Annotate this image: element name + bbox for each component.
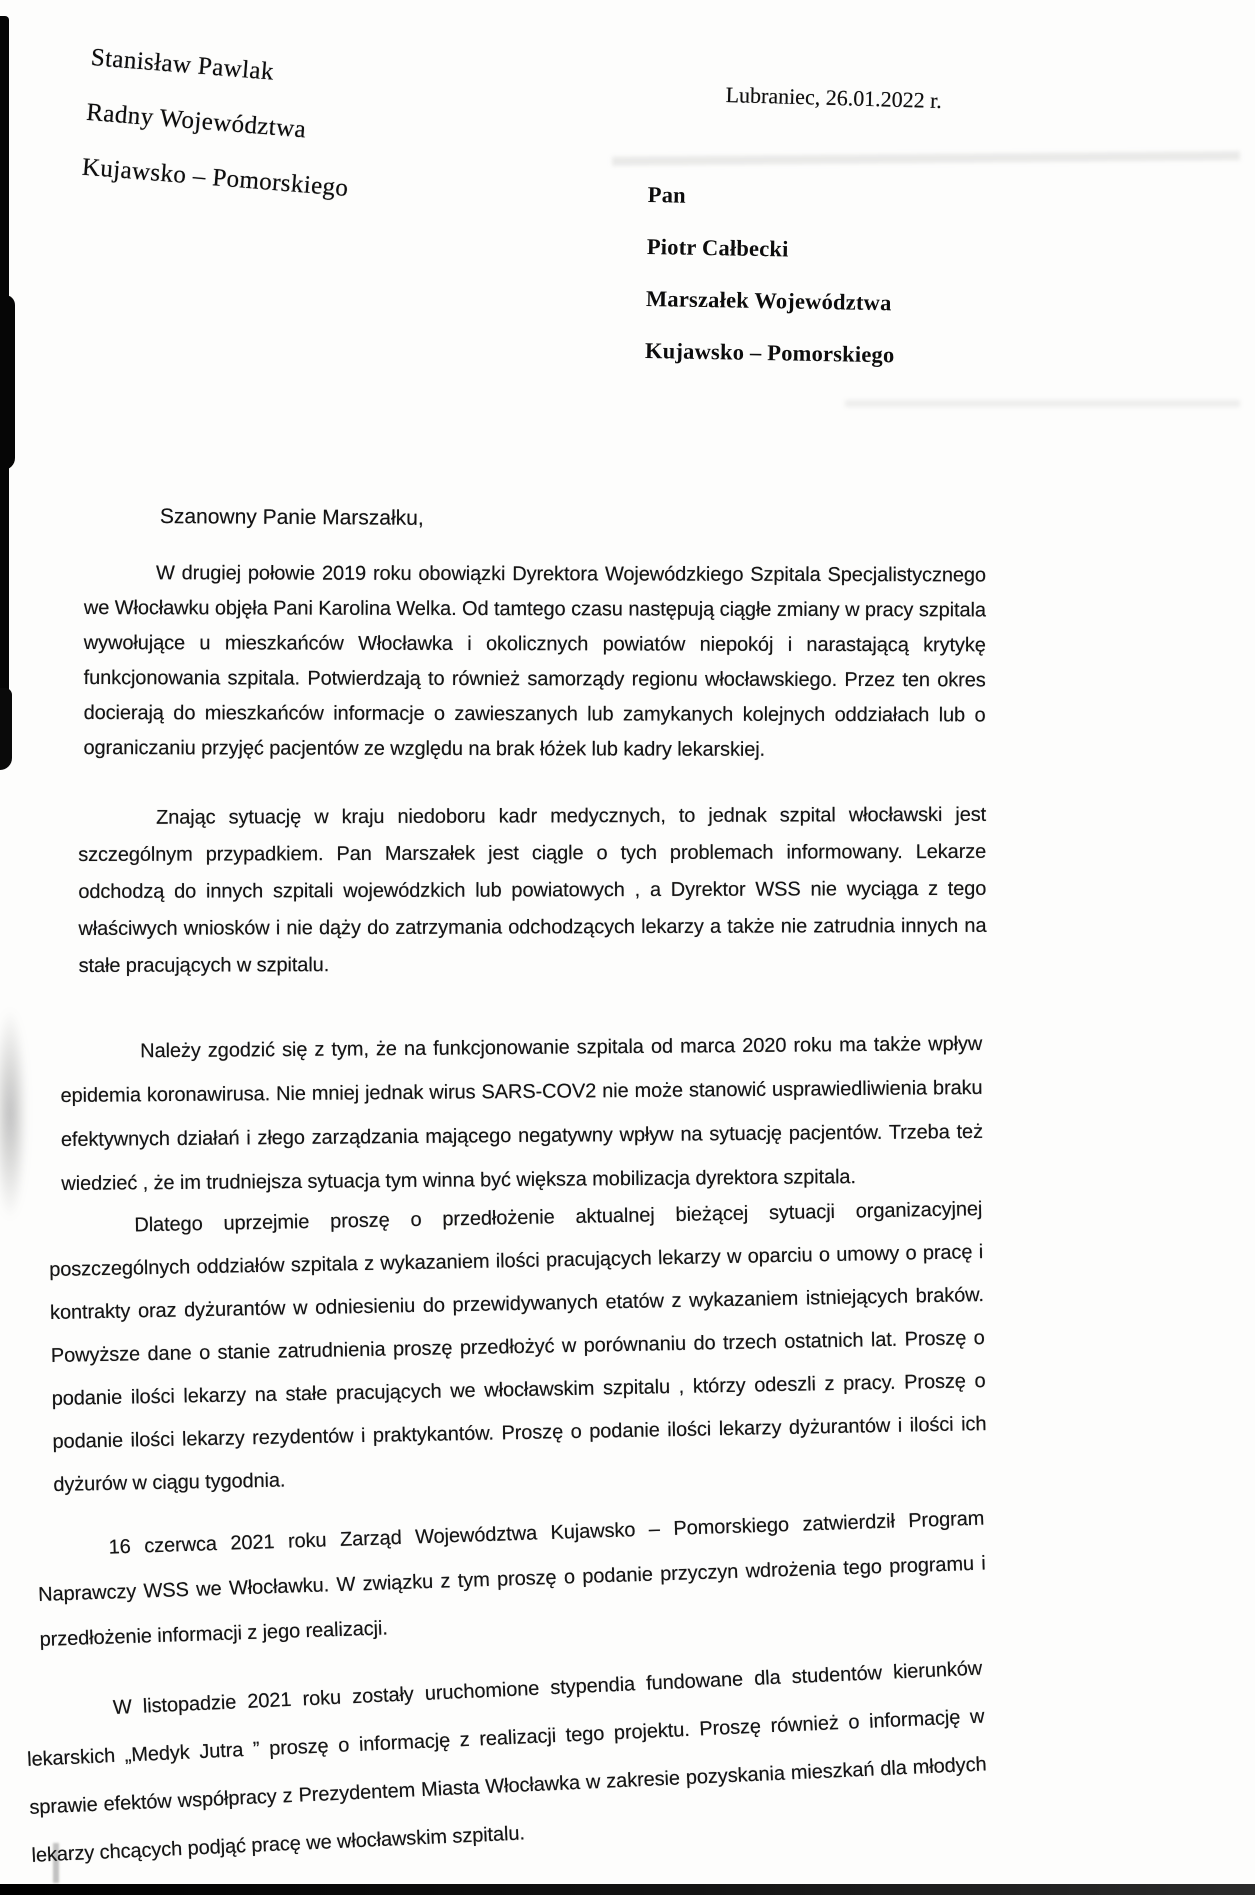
recipient-region: Kujawsko – Pomorskiego: [644, 337, 895, 368]
scan-artifact-streak: [845, 400, 1240, 407]
scan-artifact-left-tail: [0, 688, 12, 770]
paragraph-1: W drugiej połowie 2019 roku obowiązki Dyrektora Wojewódzkiego Szpitala Specjalistycznego we Włocławku objęła Pani Karolina Welka. Od tamtego czasu następują ciągłe zmiany w pracy szpitala wywołujące u mieszkańców Włocławka i okolicznych powiatów niepokój i narastającą krytykę funkcjonowania szpitala. Potwierdzają to również samorządy regionu włocławskiego. Przez ten okres docierają do mieszkańców informacje o zawieszanych lub zamykanych kolejnych oddziałach lub o ograniczaniu przyjęć pacjentów ze względu na brak łóżek lub kadry lekarskiej.: [83, 562, 986, 761]
scan-artifact-streak: [612, 151, 1240, 165]
sender-block: [79, 44, 359, 230]
paragraph-2: Znając sytuację w kraju niedoboru kadr medycznych, to jednak szpital włocławski jest szczególnym przypadkiem. Pan Marszałek jest ciągle o tych problemach informowany. Lekarze odchodzą do innych szpitali wojewódzkich lub powiatowych , a Dyrektor WSS nie wyciąga z tego właściwych wniosków i nie dąży do zatrzymania odchodzących lekarzy a także nie zatrudnia innych na stałe pracujących w szpitalu.: [78, 803, 987, 977]
paragraph-4: Dlatego uprzejmie proszę o przedłożenie aktualnej bieżącej sytuacji organizacyjnej poszczególnych oddziałów szpitala z wykazaniem ilości pracujących lekarzy w oparciu o umowy o pracę i kontrakty oraz dyżurantów w odniesieniu do przewidywanych etatów z wykazaniem istniejących braków. Powyższe dane o stanie zatrudnienia proszę przedłożyć w porównaniu do trzech ostatnich lat. Proszę o podanie ilości lekarzy na stałe pracujących we włocławskim szpitalu , którzy odeszli z pracy. Proszę o podanie ilości lekarzy rezydentów i praktykantów. Proszę o podanie ilości lekarzy dyżurantów i ilości ich dyżurów w ciągu tygodnia.: [49, 1198, 987, 1496]
recipient-title: Marszałek Województwa: [645, 285, 892, 316]
paragraph-6: W listopadzie 2021 roku zostały uruchomione stypendia fundowane dla studentów kierunków lekarskich „Medyk Jutra ” proszę o informację z realizacji tego projektu. Proszę również o informację w sprawie efektów współpracy z Prezydentem Miasta Włocławka w zakresie pozyskania mieszkań dla młodych lekarzy chcących podjąć pracę we włocławskim szpitalu.: [26, 1657, 987, 1867]
recipient-block: [644, 182, 897, 394]
sender-name: Stanisław Pawlak: [89, 44, 275, 86]
paragraph-5: 16 czerwca 2021 roku Zarząd Województwa Kujawsko – Pomorskiego zatwierdził Program Naprawczy WSS we Włocławku. W związku z tym proszę o podanie przyczyn wdrożenia tego programu i przedłożenie informacji z jego realizacji.: [37, 1507, 987, 1651]
sender-region: Kujawsko – Pomorskiego: [81, 153, 350, 202]
recipient-name: Piotr Całbecki: [646, 233, 789, 262]
recipient-honorific: Pan: [647, 182, 687, 208]
scan-artifact-smudge: [0, 978, 32, 1250]
scan-artifact-bottom-bar: [0, 1884, 1255, 1895]
sender-title: Radny Województwa: [85, 98, 308, 144]
scan-artifact-left-bulge: [0, 295, 15, 470]
dateline: Lubraniec, 26.01.2022 r.: [725, 82, 943, 114]
salutation: Szanowny Panie Marszałku,: [159, 505, 424, 530]
paragraph-3: Należy zgodzić się z tym, że na funkcjonowanie szpitala od marca 2020 roku ma także wpływ epidemia koronawirusa. Nie mniej jednak wirus SARS-COV2 nie może stanowić usprawiedliwienia braku efektywnych działań i złego zarządzania mającego negatywny wpływ na sytuację pacjentów. Trzeba też wiedzieć , że im trudniejsza sytuacja tym winna być większa mobilizacja dyrektora szpitala.: [60, 1032, 984, 1195]
